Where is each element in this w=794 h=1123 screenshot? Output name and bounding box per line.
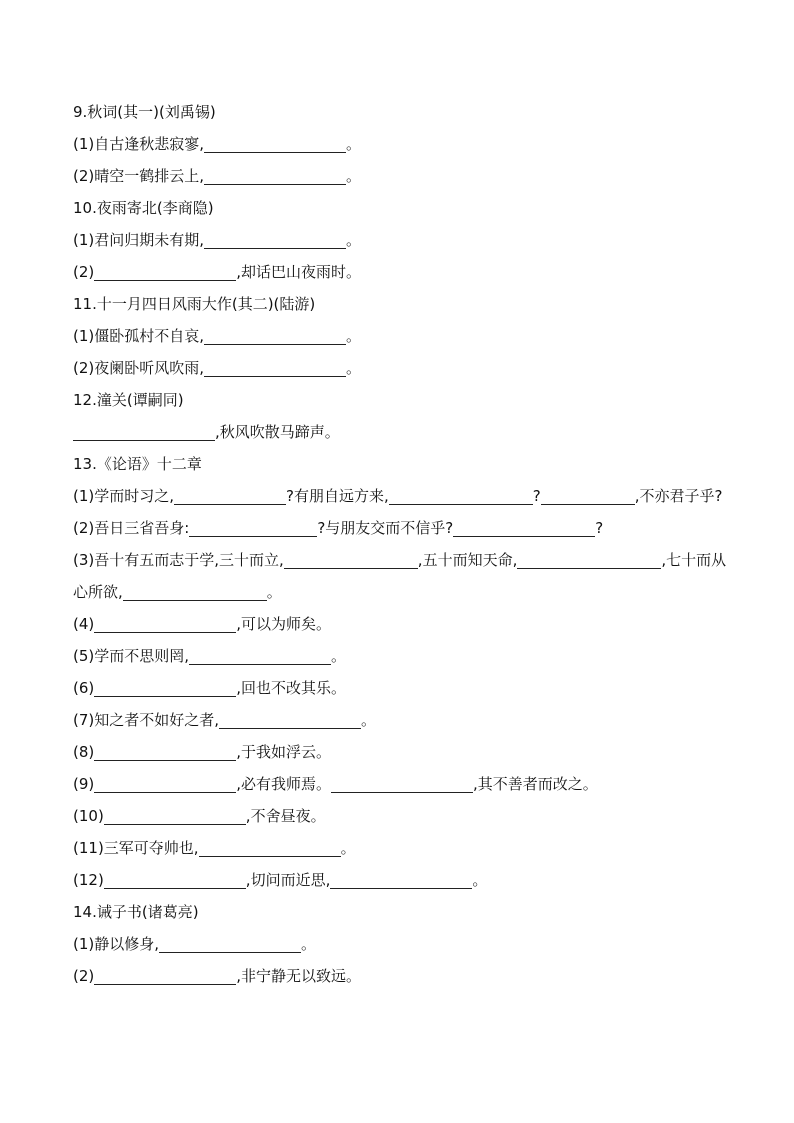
worksheet-line [73, 736, 733, 768]
worksheet-line [73, 224, 733, 256]
worksheet-line [73, 960, 733, 992]
answer-blank[interactable] [204, 226, 346, 249]
line-text: ,切问而近思, [245, 871, 331, 889]
line-text: 。 [340, 839, 356, 857]
answer-blank[interactable] [94, 738, 236, 761]
answer-blank[interactable] [104, 866, 246, 889]
worksheet-line [73, 768, 733, 800]
answer-blank[interactable] [123, 578, 267, 601]
worksheet-line [73, 320, 733, 352]
line-text: 。 [346, 327, 362, 345]
worksheet-line [73, 832, 733, 864]
line-text: 10.夜雨寄北(李商隐) [73, 199, 214, 217]
worksheet-line [73, 448, 733, 480]
line-text: (1)僵卧孤村不自哀, [73, 327, 205, 345]
line-text: 。 [266, 583, 282, 601]
answer-blank[interactable] [94, 610, 236, 633]
line-text: ,非宁静无以致远。 [236, 967, 362, 985]
line-text: (2) [73, 967, 95, 985]
line-text: ,秋风吹散马蹄声。 [215, 423, 340, 441]
worksheet-line [73, 160, 733, 192]
line-text: (2)吾日三省吾身: [73, 519, 190, 537]
line-text: (9) [73, 775, 95, 793]
line-text: ,回也不改其乐。 [236, 679, 347, 697]
line-text: (1)静以修身, [73, 935, 160, 953]
line-text: ,七十而从心所欲, [73, 551, 727, 601]
worksheet-line [73, 928, 733, 960]
line-text: 。 [346, 359, 362, 377]
answer-blank[interactable] [517, 546, 661, 569]
worksheet-line [73, 352, 733, 384]
worksheet-line [73, 384, 733, 416]
line-text: 12.潼关(谭嗣同) [73, 391, 184, 409]
worksheet-line [73, 800, 733, 832]
line-text: (11)三军可夺帅也, [73, 839, 199, 857]
worksheet-line [73, 416, 733, 448]
answer-blank[interactable] [94, 674, 236, 697]
line-text: ,不舍昼夜。 [245, 807, 326, 825]
answer-blank[interactable] [189, 642, 331, 665]
answer-blank[interactable] [284, 546, 418, 569]
line-text: ,必有我师焉。 [236, 775, 332, 793]
worksheet-line [73, 672, 733, 704]
line-text: (2)夜阑卧听风吹雨, [73, 359, 205, 377]
line-text: ? [532, 487, 541, 505]
answer-blank[interactable] [159, 930, 301, 953]
line-text: 。 [346, 167, 362, 185]
answer-blank[interactable] [330, 866, 472, 889]
line-text: ?有朋自远方来, [286, 487, 389, 505]
worksheet-line [73, 608, 733, 640]
line-text: 。 [346, 135, 362, 153]
line-text: (7)知之者不如好之者, [73, 711, 220, 729]
answer-blank[interactable] [204, 354, 346, 377]
line-text: 。 [361, 711, 377, 729]
answer-blank[interactable] [73, 418, 215, 441]
line-text: (1)学而时习之, [73, 487, 175, 505]
line-text: ,于我如浮云。 [236, 743, 332, 761]
answer-blank[interactable] [104, 802, 246, 825]
line-text: 13.《论语》十二章 [73, 455, 202, 473]
answer-blank[interactable] [94, 770, 236, 793]
worksheet-line [73, 480, 733, 512]
line-text: 。 [346, 231, 362, 249]
answer-blank[interactable] [204, 130, 346, 153]
line-text: (10) [73, 807, 104, 825]
line-text: (4) [73, 615, 95, 633]
worksheet-line [73, 544, 733, 608]
answer-blank[interactable] [204, 322, 346, 345]
line-text: (2) [73, 263, 95, 281]
line-text: 。 [331, 647, 347, 665]
answer-blank[interactable] [199, 834, 341, 857]
line-text: (2)晴空一鹤排云上, [73, 167, 205, 185]
answer-blank[interactable] [174, 482, 286, 505]
line-text: (12) [73, 871, 104, 889]
answer-blank[interactable] [94, 258, 236, 281]
answer-blank[interactable] [453, 514, 595, 537]
line-text: ,可以为师矣。 [236, 615, 332, 633]
line-text: ,不亦君子乎? [634, 487, 723, 505]
answer-blank[interactable] [389, 482, 533, 505]
worksheet-line [73, 512, 733, 544]
worksheet-line [73, 288, 733, 320]
line-text: (3)吾十有五而志于学,三十而立, [73, 551, 284, 569]
worksheet-line [73, 128, 733, 160]
answer-blank[interactable] [219, 706, 361, 729]
line-text: 9.秋词(其一)(刘禹锡) [73, 103, 216, 121]
worksheet-content [73, 96, 733, 992]
answer-blank[interactable] [94, 962, 236, 985]
line-text: (1)君问归期未有期, [73, 231, 205, 249]
line-text: 14.诫子书(诸葛亮) [73, 903, 199, 921]
answer-blank[interactable] [189, 514, 317, 537]
line-text: ,其不善者而改之。 [473, 775, 598, 793]
line-text: ,却话巴山夜雨时。 [236, 263, 362, 281]
worksheet-line [73, 96, 733, 128]
line-text: 11.十一月四日风雨大作(其二)(陆游) [73, 295, 316, 313]
answer-blank[interactable] [204, 162, 346, 185]
line-text: 。 [472, 871, 488, 889]
worksheet-line [73, 256, 733, 288]
answer-blank[interactable] [541, 482, 635, 505]
worksheet-line [73, 192, 733, 224]
line-text: ,五十而知天命, [417, 551, 518, 569]
worksheet-line [73, 864, 733, 896]
worksheet-line [73, 640, 733, 672]
line-text: (6) [73, 679, 95, 697]
line-text: 。 [301, 935, 317, 953]
line-text: ? [595, 519, 604, 537]
answer-blank[interactable] [331, 770, 473, 793]
line-text: (5)学而不思则罔, [73, 647, 190, 665]
worksheet-line [73, 896, 733, 928]
line-text: (1)自古逢秋悲寂寥, [73, 135, 205, 153]
line-text: ?与朋友交而不信乎? [317, 519, 454, 537]
line-text: (8) [73, 743, 95, 761]
worksheet-line [73, 704, 733, 736]
